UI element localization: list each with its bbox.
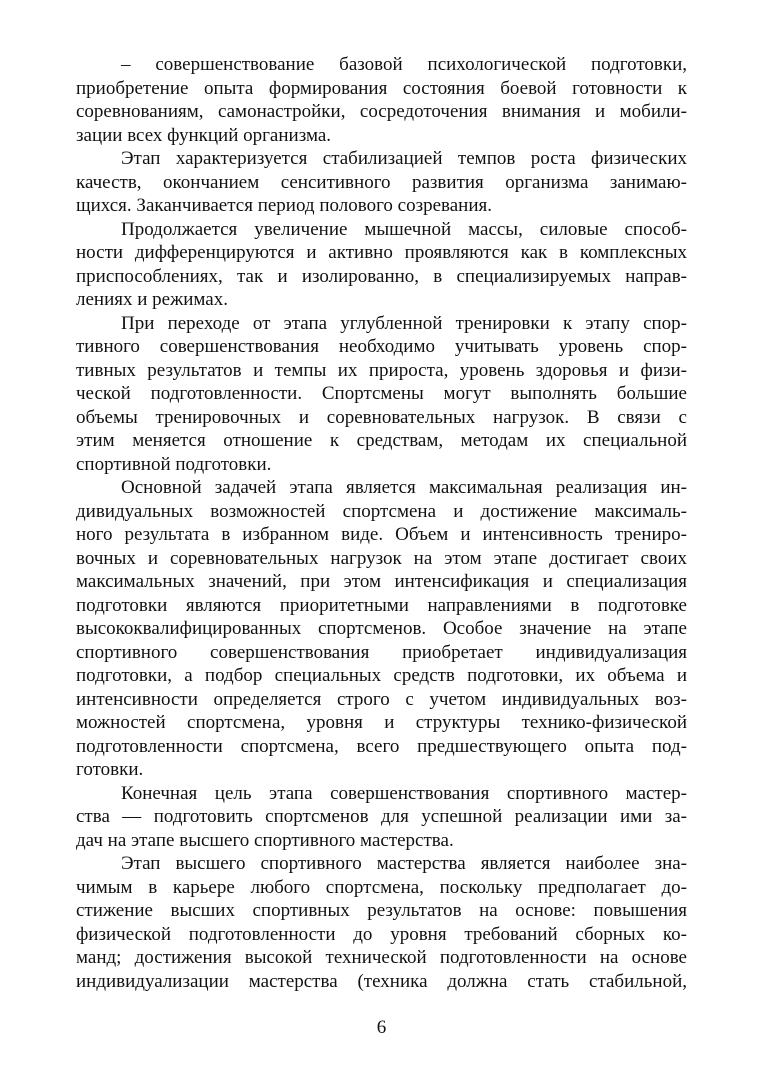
text-line: ческой подготовленности. Спортсмены могут выполнять большие: [76, 383, 687, 404]
text-line: этим меняется отношение к средствам, методам их специальной: [76, 430, 687, 451]
paragraph: [76, 53, 687, 147]
text-line: подготовки, а подбор специальных средств подготовки, их объема и: [76, 665, 687, 686]
text-line: индивидуализации мастерства (техника должна стать стабильной,: [76, 970, 687, 992]
text-line: объемы тренировочных и соревновательных нагрузок. В связи с: [76, 406, 687, 428]
text-line: приспособлениях, так и изолированно, в специализируемых направ-: [76, 265, 687, 287]
paragraph: [76, 218, 687, 312]
text-line: зации всех функций организма.: [76, 124, 332, 146]
text-line: стижение высших спортивных результатов на основе: повышения: [76, 900, 687, 921]
text-line: максимальных значений, при этом интенсификация и специализация: [76, 571, 687, 592]
paragraph: [76, 476, 687, 782]
text-line: ного результата в избранном виде. Объем и интенсивность трениро-: [76, 524, 687, 545]
text-line: тивных результатов и темпы их прироста, уровень здоровья и физи-: [76, 359, 687, 381]
text-line: дач на этапе высшего спортивного мастерства.: [76, 829, 454, 851]
text-line: вочных и соревновательных нагрузок на этом этапе достигает своих: [76, 547, 687, 569]
text-line: дивидуальных возможностей спортсмена и достижение максималь-: [76, 500, 687, 522]
text-line: При переходе от этапа углубленной тренировки к этапу спор-: [121, 312, 687, 334]
paragraph: [76, 147, 687, 218]
text-line: Этап характеризуется стабилизацией темпов роста физических: [121, 148, 687, 169]
text-line: тивного совершенствования необходимо учитывать уровень спор-: [76, 336, 687, 357]
text-line: можностей спортсмена, уровня и структуры технико-физической: [76, 712, 687, 733]
text-line: спортивного совершенствования приобретает индивидуализация: [76, 641, 687, 663]
text-line: высококвалифицированных спортсменов. Особое значение на этапе: [76, 618, 687, 639]
text-line: чимым в карьере любого спортсмена, поскольку предполагает до-: [76, 876, 687, 898]
text-line: ства — подготовить спортсменов для успешной реализации ими за-: [76, 806, 687, 827]
text-line: подготовки являются приоритетными направлениями в подготовке: [76, 594, 687, 616]
text-line: физической подготовленности до уровня требований сборных ко-: [76, 923, 687, 945]
text-line: Основной задачей этапа является максимальная реализация ин-: [121, 477, 687, 498]
text-line: ности дифференцируются и активно проявляются как в комплексных: [76, 242, 687, 263]
paragraph: [76, 312, 687, 477]
text-line: Продолжается увеличение мышечной массы, силовые способ-: [121, 218, 687, 240]
text-line: – совершенствование базовой психологической подготовки,: [121, 54, 687, 75]
text-line: спортивной подготовки.: [76, 453, 272, 475]
text-line: качеств, окончанием сенситивного развития организма занимаю-: [76, 171, 687, 193]
text-line: приобретение опыта формирования состояния боевой готовности к: [76, 77, 687, 99]
paragraph: [76, 782, 687, 853]
text-line: лениях и режимах.: [76, 289, 228, 310]
text-line: готовки.: [76, 759, 144, 780]
text-line: подготовленности спортсмена, всего предшествующего опыта под-: [76, 735, 687, 757]
text-line: щихся. Заканчивается период полового созревания.: [76, 195, 492, 216]
text-line: интенсивности определяется строго с учетом индивидуальных воз-: [76, 688, 687, 710]
text-line: соревнованиям, самонастройки, сосредоточения внимания и мобили-: [76, 101, 687, 122]
text-line: манд; достижения высокой технической подготовленности на основе: [76, 947, 687, 968]
page-number: 6: [376, 1017, 387, 1038]
paragraph: [76, 852, 687, 993]
text-line: Конечная цель этапа совершенствования спортивного мастер-: [121, 782, 687, 804]
text-line: Этап высшего спортивного мастерства является наиболее зна-: [121, 853, 687, 874]
document-page: [76, 53, 687, 993]
